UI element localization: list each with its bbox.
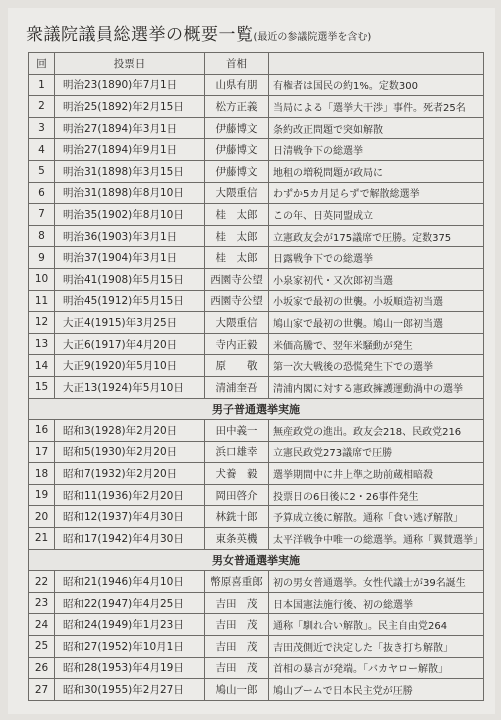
cell-date: 昭和7(1932)年2月20日 [55,463,205,485]
table-row [29,290,484,312]
cell-no: 27 [29,679,55,701]
cell-date: 昭和17(1942)年4月30日 [55,528,205,550]
table-row [29,312,484,334]
group-2-rows [29,420,484,550]
table-row [29,592,484,614]
cell-date: 大正13(1924)年5月10日 [55,376,205,398]
cell-date: 大正6(1917)年4月20日 [55,333,205,355]
table-row [29,355,484,377]
table-row [29,182,484,204]
cell-pm: 吉田 茂 [205,636,269,658]
cell-no: 1 [29,74,55,96]
cell-note: 有権者は国民の約1%。定数300 [269,74,484,96]
header-pm: 首相 [205,53,269,75]
cell-pm: 東条英機 [205,528,269,550]
cell-note: この年、日英同盟成立 [269,204,484,226]
cell-no: 18 [29,463,55,485]
table-row [29,441,484,463]
cell-no: 8 [29,225,55,247]
cell-pm: 岡田啓介 [205,484,269,506]
cell-no: 15 [29,376,55,398]
group-1-rows [29,74,484,398]
cell-date: 明治37(1904)年3月1日 [55,247,205,269]
cell-pm: 伊藤博文 [205,160,269,182]
header-note [269,53,484,75]
cell-note: 日本国憲法施行後、初の総選挙 [269,592,484,614]
table-row [29,268,484,290]
table-row [29,74,484,96]
cell-pm: 田中義一 [205,420,269,442]
table-row [29,657,484,679]
cell-pm: 浜口雄幸 [205,441,269,463]
cell-no: 22 [29,571,55,593]
cell-date: 大正9(1920)年5月10日 [55,355,205,377]
cell-no: 17 [29,441,55,463]
cell-date: 昭和27(1952)年10月1日 [55,636,205,658]
cell-date: 明治36(1903)年3月1日 [55,225,205,247]
table-row [29,160,484,182]
cell-pm: 林銑十郎 [205,506,269,528]
cell-no: 19 [29,484,55,506]
table-row [29,614,484,636]
cell-date: 大正4(1915)年3月25日 [55,312,205,334]
cell-no: 21 [29,528,55,550]
cell-note: 通称「馴れ合い解散」。民主自由党264 [269,614,484,636]
cell-no: 3 [29,117,55,139]
table-row [29,139,484,161]
cell-date: 昭和21(1946)年4月10日 [55,571,205,593]
election-table [28,52,484,701]
cell-date: 明治25(1892)年2月15日 [55,96,205,118]
cell-pm: 松方正義 [205,96,269,118]
header-no: 回 [29,53,55,75]
cell-note: 日清戦争下の総選挙 [269,139,484,161]
title-main: 衆議院議員総選挙の概要一覧 [26,25,254,45]
cell-date: 昭和5(1930)年2月20日 [55,441,205,463]
cell-pm: 吉田 茂 [205,657,269,679]
cell-no: 12 [29,312,55,334]
table-row [29,247,484,269]
cell-pm: 桂 太郎 [205,204,269,226]
table-row [29,506,484,528]
cell-no: 5 [29,160,55,182]
cell-no: 26 [29,657,55,679]
page-title [26,20,371,45]
cell-note: 初の男女普通選挙。女性代議士が39名誕生 [269,571,484,593]
table-row [29,204,484,226]
cell-note: 吉田茂側近で決定した「抜き打ち解散」 [269,636,484,658]
table-header-row [29,53,484,75]
cell-pm: 西園寺公望 [205,290,269,312]
cell-no: 10 [29,268,55,290]
section-row-male-suffrage [29,398,484,420]
cell-date: 明治31(1898)年8月10日 [55,182,205,204]
cell-note: 予算成立後に解散。通称「食い逃げ解散」 [269,506,484,528]
table-row [29,571,484,593]
cell-no: 23 [29,592,55,614]
header-date: 投票日 [55,53,205,75]
cell-no: 9 [29,247,55,269]
cell-pm: 山県有朋 [205,74,269,96]
cell-no: 16 [29,420,55,442]
cell-note: 第一次大戦後の恐慌発生下での選挙 [269,355,484,377]
cell-no: 25 [29,636,55,658]
cell-note: 地租の増税問題が政局に [269,160,484,182]
cell-date: 明治35(1902)年8月10日 [55,204,205,226]
cell-note: 小泉家初代・又次郎初当選 [269,268,484,290]
cell-pm: 寺内正毅 [205,333,269,355]
cell-date: 昭和11(1936)年2月20日 [55,484,205,506]
table-row [29,225,484,247]
cell-pm: 大隈重信 [205,312,269,334]
cell-date: 昭和12(1937)年4月30日 [55,506,205,528]
cell-pm: 大隈重信 [205,182,269,204]
cell-date: 明治31(1898)年3月15日 [55,160,205,182]
cell-pm: 吉田 茂 [205,614,269,636]
cell-note: 太平洋戦争中唯一の総選挙。通称「翼賛選挙」 [269,528,484,550]
cell-date: 明治45(1912)年5月15日 [55,290,205,312]
cell-pm: 伊藤博文 [205,117,269,139]
table-row [29,333,484,355]
cell-note: 条約改正問題で突如解散 [269,117,484,139]
cell-date: 昭和22(1947)年4月25日 [55,592,205,614]
table-row [29,679,484,701]
table-row [29,463,484,485]
cell-note: 当局による「選挙大干渉」事件。死者25名 [269,96,484,118]
cell-note: 首相の暴言が発端。「バカヤロー解散」 [269,657,484,679]
cell-note: 無産政党の進出。政友会218、民政党216 [269,420,484,442]
cell-no: 20 [29,506,55,528]
cell-pm: 鳩山一郎 [205,679,269,701]
cell-pm: 伊藤博文 [205,139,269,161]
cell-no: 6 [29,182,55,204]
cell-note: 小坂家で最初の世襲。小坂順造初当選 [269,290,484,312]
cell-note: 日露戦争下での総選挙 [269,247,484,269]
cell-pm: 犬養 毅 [205,463,269,485]
cell-pm: 清浦奎吾 [205,376,269,398]
cell-no: 2 [29,96,55,118]
cell-date: 昭和28(1953)年4月19日 [55,657,205,679]
table-row [29,636,484,658]
cell-date: 明治41(1908)年5月15日 [55,268,205,290]
cell-note: 鳩山家で最初の世襲。鳩山一郎初当選 [269,312,484,334]
cell-date: 明治27(1894)年9月1日 [55,139,205,161]
cell-date: 昭和30(1955)年2月27日 [55,679,205,701]
cell-no: 13 [29,333,55,355]
cell-pm: 幣原喜重郎 [205,571,269,593]
table-row [29,484,484,506]
cell-no: 14 [29,355,55,377]
cell-pm: 原 敬 [205,355,269,377]
cell-no: 4 [29,139,55,161]
cell-no: 7 [29,204,55,226]
table-row [29,420,484,442]
cell-pm: 吉田 茂 [205,592,269,614]
cell-note: 鳩山ブームで日本民主党が圧勝 [269,679,484,701]
cell-date: 昭和24(1949)年1月23日 [55,614,205,636]
section-heading: 男子普通選挙実施 [29,398,484,420]
cell-note: 米価高騰で、翌年米騒動が発生 [269,333,484,355]
cell-no: 11 [29,290,55,312]
cell-note: 立憲民政党273議席で圧勝 [269,441,484,463]
title-subtitle: (最近の参議院選挙を含む) [253,32,372,43]
document-page [8,8,495,714]
cell-pm: 桂 太郎 [205,247,269,269]
cell-note: 立憲政友会が175議席で圧勝。定数375 [269,225,484,247]
cell-pm: 西園寺公望 [205,268,269,290]
table-row [29,96,484,118]
cell-note: 投票日の6日後に2・26事件発生 [269,484,484,506]
table-row [29,528,484,550]
cell-date: 明治23(1890)年7月1日 [55,74,205,96]
table-row [29,117,484,139]
section-heading: 男女普通選挙実施 [29,549,484,571]
cell-date: 明治27(1894)年3月1日 [55,117,205,139]
cell-pm: 桂 太郎 [205,225,269,247]
cell-note: わずか5カ月足らずで解散総選挙 [269,182,484,204]
cell-date: 昭和3(1928)年2月20日 [55,420,205,442]
section-row-universal-suffrage [29,549,484,571]
cell-note: 選挙期間中に井上準之助前蔵相暗殺 [269,463,484,485]
cell-note: 清浦内閣に対する憲政擁護運動渦中の選挙 [269,376,484,398]
cell-no: 24 [29,614,55,636]
group-3-rows [29,571,484,701]
table-row [29,376,484,398]
